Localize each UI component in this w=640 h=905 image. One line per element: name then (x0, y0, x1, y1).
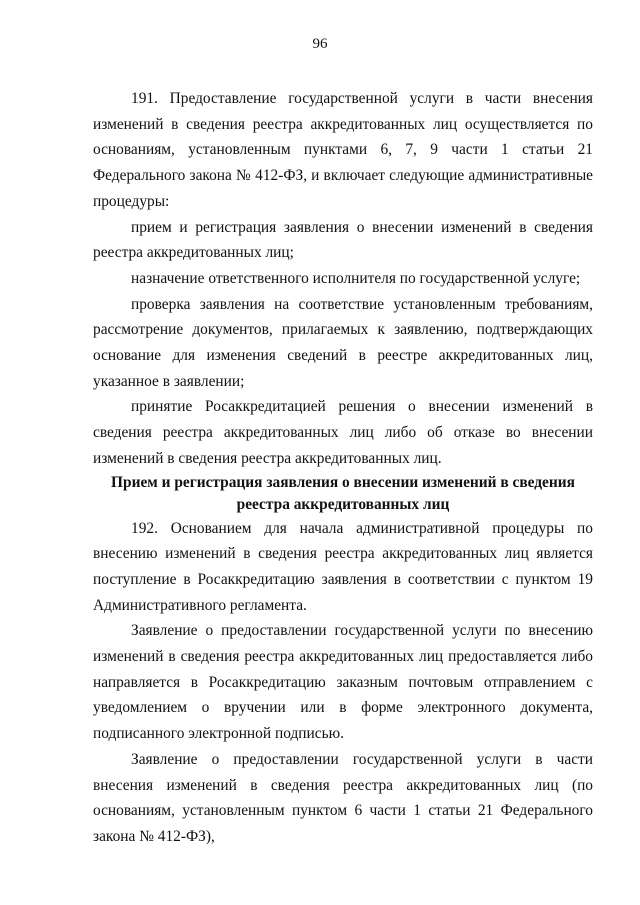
section-heading-line-1: Прием и регистрация заявления о внесении изменений в сведения (111, 473, 575, 491)
procedure-item-4: принятие Росаккредитацией решения о внесении изменений в сведения реестра аккредитованных лиц либо об отказе во внесении изменений в сведения реестра аккредитованных лиц. (93, 398, 593, 467)
document-body (93, 86, 593, 850)
section-heading (93, 472, 593, 516)
paragraph-application-submission: Заявление о предоставлении государственной услуги по внесению изменений в сведения реестра аккредитованных лиц предоставляется либо направляется в Росаккредитацию заказным почтовым отправлением с уведомлением о вручении или в форме электронного документа, подписанного электронной подписью. (93, 622, 593, 743)
procedure-item-3: проверка заявления на соответствие установленным требованиям, рассмотрение документов, прилагаемых к заявлению, подтверждающих основание для изменения сведений в реестре аккредитованных лиц, указанное в заявлении; (93, 295, 593, 390)
paragraph-192: 192. Основанием для начала административной процедуры по внесению изменений в сведения реестра аккредитованных лиц является поступление в Росаккредитацию заявления в соответствии с пунктом 19 Административного регламента. (93, 519, 593, 614)
procedure-item-1: прием и регистрация заявления о внесении изменений в сведения реестра аккредитованных лиц; (93, 218, 593, 262)
procedure-item-2: назначение ответственного исполнителя по государственной услуге; (131, 269, 581, 287)
page-number: 96 (312, 36, 328, 52)
paragraph-application-changes: Заявление о предоставлении государственной услуги в части внесения изменений в сведения реестра аккредитованных лиц (по основаниям, установленным пунктом 6 части 1 статьи 21 Федерального закона № 412-ФЗ), (93, 750, 593, 845)
paragraph-191: 191. Предоставление государственной услуги в части внесения изменений в сведения реестра аккредитованных лиц осуществляется по основаниям, установленным пунктами 6, 7, 9 части 1 статьи 21 Федерального закона № 412-ФЗ, и включает следующие административные процедуры: (93, 90, 593, 210)
section-heading-line-2: реестра аккредитованных лиц (236, 495, 450, 513)
